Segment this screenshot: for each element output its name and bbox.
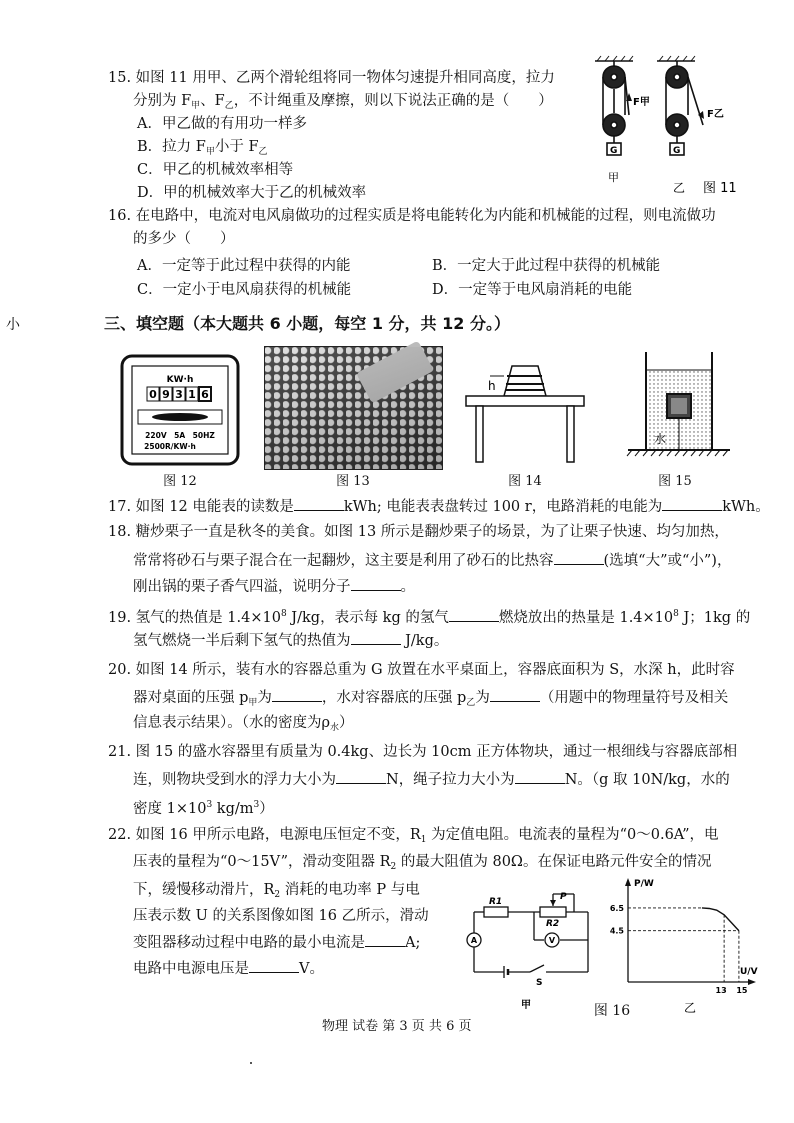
q19-line1: [108, 604, 750, 628]
q15-stem2-c: ，不计绳重及摩擦，则以下说法正确的是（ ）: [233, 93, 553, 109]
q22-l5a: 变阻器移动过程中电路的最小电流是: [133, 935, 365, 951]
q20-line2: [133, 687, 728, 713]
q19-l1c: 燃烧放出的热量是 1.4×10: [498, 610, 674, 626]
q22-num: 22.: [108, 827, 132, 843]
fig11-label-jia: 甲: [608, 171, 619, 184]
fig12-caption: 图 12: [163, 474, 197, 489]
q22-line6: [133, 958, 324, 979]
q21-l2a: 连，则物块受到水的浮力大小为: [133, 772, 336, 788]
graph-ylabel: P/W: [634, 879, 654, 889]
fig12-digit: 6: [201, 388, 209, 401]
graph-curve: [702, 908, 739, 931]
q22-l6b: V。: [299, 961, 324, 977]
figure-14-table: [460, 354, 590, 466]
q15-option-d: D．甲的机械效率大于乙的机械效率: [137, 185, 367, 201]
fig12-rev: 2500R/KW·h: [144, 442, 196, 451]
q16-stem1: 在电路中，电流对电风扇做功的过程实质是将电能转化为内能和机械能的过程，则电流做功: [135, 208, 716, 224]
q15-stem2: 分别为 F: [133, 93, 192, 109]
q20-l2d: 为: [475, 690, 490, 706]
q16-option-d: D．一定等于电风扇消耗的电能: [432, 282, 633, 298]
q20-l3b: ）: [339, 715, 354, 731]
q20-l2c: ，水对容器底的压强 p: [321, 690, 467, 706]
fig12-digit: 9: [162, 388, 170, 401]
fig13-caption: 图 13: [336, 474, 370, 489]
q17-a: 如图 12 电能表的读数是: [135, 499, 294, 515]
fig12-digit: 0: [149, 388, 157, 401]
q22-l3b: 消耗的电功率 P 与电: [280, 882, 420, 898]
graph-ytick-label: 4.5: [609, 926, 624, 936]
q19-sup2: 8: [673, 609, 679, 619]
q18-blank-2[interactable]: [351, 576, 401, 591]
q20-blank-1[interactable]: [272, 687, 322, 702]
fig16-ammeter: A: [470, 936, 478, 945]
q15-stem: 如图 11 用甲、乙两个滑轮组将同一物体匀速提升相同高度，拉力: [135, 70, 555, 86]
q22-l1a: 如图 16 甲所示电路，电源电压恒定不变，R: [135, 827, 421, 843]
q20-l3a: 信息表示结果）。（水的密度为ρ: [133, 715, 331, 731]
fig11-weight2: G: [673, 146, 681, 156]
q15-optb-sub1: 甲: [205, 147, 215, 157]
q19-l1a: 氢气的热值是 1.4×10: [135, 610, 281, 626]
q15-sub-jia: 甲: [191, 101, 201, 111]
q21-l2c: N。（g 取 10N/kg，水的: [564, 772, 730, 788]
q16-option-b: B．一定大于此过程中获得的机械能: [432, 258, 661, 274]
fig11-caption: 图 11: [703, 181, 737, 196]
q18-line2: [133, 550, 731, 571]
graph-xlabel: U/V: [740, 967, 758, 977]
graph-xtick-label: 13: [715, 986, 727, 995]
fig11-force2: F乙: [707, 109, 724, 120]
q16-option-a: A．一定等于此过程中获得的内能: [137, 258, 351, 274]
q18-line1: [108, 522, 729, 542]
fig16-voltmeter: V: [548, 936, 556, 945]
section-3-heading: 三、填空题（本大题共 6 小题，每空 1 分，共 12 分。）: [104, 314, 510, 333]
fig12-spec: 220V 5A 50HZ: [145, 431, 215, 440]
q19-blank-2[interactable]: [351, 630, 401, 645]
fig15-caption: 图 15: [658, 474, 692, 489]
fig16-r1: R1: [489, 897, 503, 907]
q22-line4: 压表示数 U 的关系图像如图 16 乙所示，滑动: [133, 908, 429, 924]
q15-optb-sub2: 乙: [258, 147, 268, 157]
q16-num: 16.: [108, 208, 132, 224]
q22-sub3: 2: [274, 890, 281, 900]
q20-l2b: 为: [257, 690, 272, 706]
q17-blank-1[interactable]: [294, 496, 344, 511]
q21-sup2: 3: [253, 800, 260, 810]
fig12-digit: 3: [175, 388, 183, 401]
q21-l3b: kg/m: [212, 801, 254, 817]
q22-l3a: 下，缓慢移动滑片，R: [133, 882, 275, 898]
q19-l1d: J；1kg 的: [678, 610, 751, 626]
figure-16-graph: [600, 870, 780, 1020]
q18-num: 18.: [108, 524, 132, 540]
q19-l2b: J/kg。: [400, 633, 449, 649]
q19-line2: [133, 630, 448, 651]
q22-l2b: 的最大阻值为 80Ω。在保证电路元件安全的情况: [396, 854, 712, 870]
q22-line3: [133, 880, 420, 905]
q16-line2: 的多少（ ）: [133, 231, 235, 247]
figure-15-water: [624, 350, 734, 465]
q20-line3: [133, 713, 354, 738]
fig15-water-label: 水: [654, 432, 667, 446]
q17-num: 17.: [108, 499, 132, 515]
q22-sub1: 1: [420, 835, 427, 845]
q21-sup1: 3: [206, 800, 213, 810]
q15-stem2-b: 、F: [200, 93, 225, 109]
graph-label-yi: 乙: [684, 1001, 697, 1015]
q20-blank-2[interactable]: [490, 687, 540, 702]
q21-num: 21.: [108, 744, 132, 760]
q19-l2a: 氢气燃烧一半后剩下氢气的热值为: [133, 633, 351, 649]
q15-optb-a: B．拉力 F: [137, 139, 206, 155]
q22-sub2: 2: [390, 862, 397, 872]
graph-xtick-label: 15: [736, 986, 748, 995]
q15-sub-yi: 乙: [224, 101, 234, 111]
q21-line2: [133, 769, 730, 790]
q19-num: 19.: [108, 610, 132, 626]
q15-option-a: A．甲乙做的有用功一样多: [137, 116, 307, 132]
q19-blank-1[interactable]: [449, 607, 499, 622]
q15-line2: [133, 91, 553, 116]
figure-13-photo: [264, 346, 443, 470]
fig12-digit: 1: [188, 388, 196, 401]
q21-l3c: ）: [259, 801, 274, 817]
fig16-r2: R2: [546, 919, 560, 929]
q21-l3a: 密度 1×10: [133, 801, 207, 817]
q22-blank-2[interactable]: [249, 958, 299, 973]
fig14-caption: 图 14: [508, 474, 542, 489]
margin-char: 小: [6, 317, 20, 333]
q15-option-c: C．甲乙的机械效率相等: [137, 162, 294, 178]
q18-l3b: 。: [400, 579, 415, 595]
q20-sub2: 乙: [466, 698, 476, 708]
q20-line1: [108, 660, 735, 680]
q15-num: 15.: [108, 70, 132, 86]
q20-l1: 如图 14 所示，装有水的容器总重为 G 放置在水平桌面上，容器底面积为 S，水深 h，此时容: [135, 662, 735, 678]
q17-b: kWh; 电能表表盘转过 100 r，电路消耗的电能为: [343, 499, 663, 515]
q22-l6a: 电路中电源电压是: [133, 961, 249, 977]
q18-l2a: 常常将砂石与栗子混合在一起翻炒，这主要是利用了砂石的比热容: [133, 553, 554, 569]
fig16-label-jia: 甲: [521, 1000, 531, 1011]
q16-option-c: C．一定小于电风扇获得的机械能: [137, 282, 352, 298]
q20-sub3: 水: [330, 723, 340, 733]
q18-line3: [133, 576, 415, 597]
fig11-weight1: G: [610, 146, 618, 156]
graph-ytick-label: 6.5: [609, 903, 624, 913]
q20-num: 20.: [108, 662, 132, 678]
q22-l5b: A;: [405, 935, 421, 951]
fig16-caption: 图 16: [593, 1003, 631, 1019]
q21-blank-1[interactable]: [336, 769, 386, 784]
figure-11-pulleys: [585, 55, 785, 205]
page-footer: 物理 试卷 第 3 页 共 6 页: [322, 1019, 472, 1034]
q21-l2b: N，绳子拉力大小为: [386, 772, 515, 788]
figure-12-meter: [120, 354, 240, 466]
fig11-label-yi: 乙: [673, 181, 686, 195]
q17-blank-2[interactable]: [662, 496, 722, 511]
q22-l2a: 压表的量程为“0～15V”，滑动变阻器 R: [133, 854, 391, 870]
fig11-force1: F甲: [633, 97, 650, 108]
q19-l1b: J/kg，表示每 kg 的氢气: [286, 610, 449, 626]
q20-l2e: （用题中的物理量符号及相关: [539, 690, 729, 706]
q17-c: kWh。: [722, 499, 770, 515]
q19-sup1: 8: [280, 609, 287, 619]
q21-l1: 图 15 的盛水容器里有质量为 0.4kg、边长为 10cm 正方体物块，通过一根细线与容器底部相: [135, 744, 738, 760]
fig12-unit: KW·h: [166, 375, 194, 385]
q21-line3: [133, 795, 274, 819]
q15-line1: [108, 68, 555, 88]
q18-blank-1[interactable]: [554, 550, 604, 565]
q21-line1: [108, 742, 737, 762]
q22-blank-1[interactable]: [365, 932, 405, 947]
figure-16-circuit: [464, 884, 604, 1014]
q15-optb-b: 小于 F: [214, 139, 259, 155]
fig12-digits: [147, 387, 211, 401]
footer-dot: [250, 1062, 252, 1064]
fig16-switch: S: [536, 978, 543, 988]
q15-option-b: [137, 137, 268, 162]
q16-line1: [108, 206, 716, 226]
q20-l2a: 器对桌面的压强 p: [133, 690, 249, 706]
q18-l1: 糖炒栗子一直是秋冬的美食。如图 13 所示是翻炒栗子的场景，为了让栗子快速、均匀加热，: [135, 524, 729, 540]
q22-l1b: 为定值电阻。电流表的量程为“0～0.6A”，电: [426, 827, 719, 843]
fig14-h-label: h: [488, 379, 496, 393]
q22-line5: [133, 932, 420, 953]
q22-line1: [108, 825, 719, 850]
fig13-sheen: [265, 347, 442, 469]
q17-line: [108, 496, 770, 517]
q18-l2b: (选填“大”或“小”)，: [603, 553, 732, 569]
q18-l3a: 刚出锅的栗子香气四溢，说明分子: [133, 579, 351, 595]
q21-blank-2[interactable]: [515, 769, 565, 784]
fig16-p: P: [560, 892, 567, 902]
q20-sub1: 甲: [248, 698, 258, 708]
